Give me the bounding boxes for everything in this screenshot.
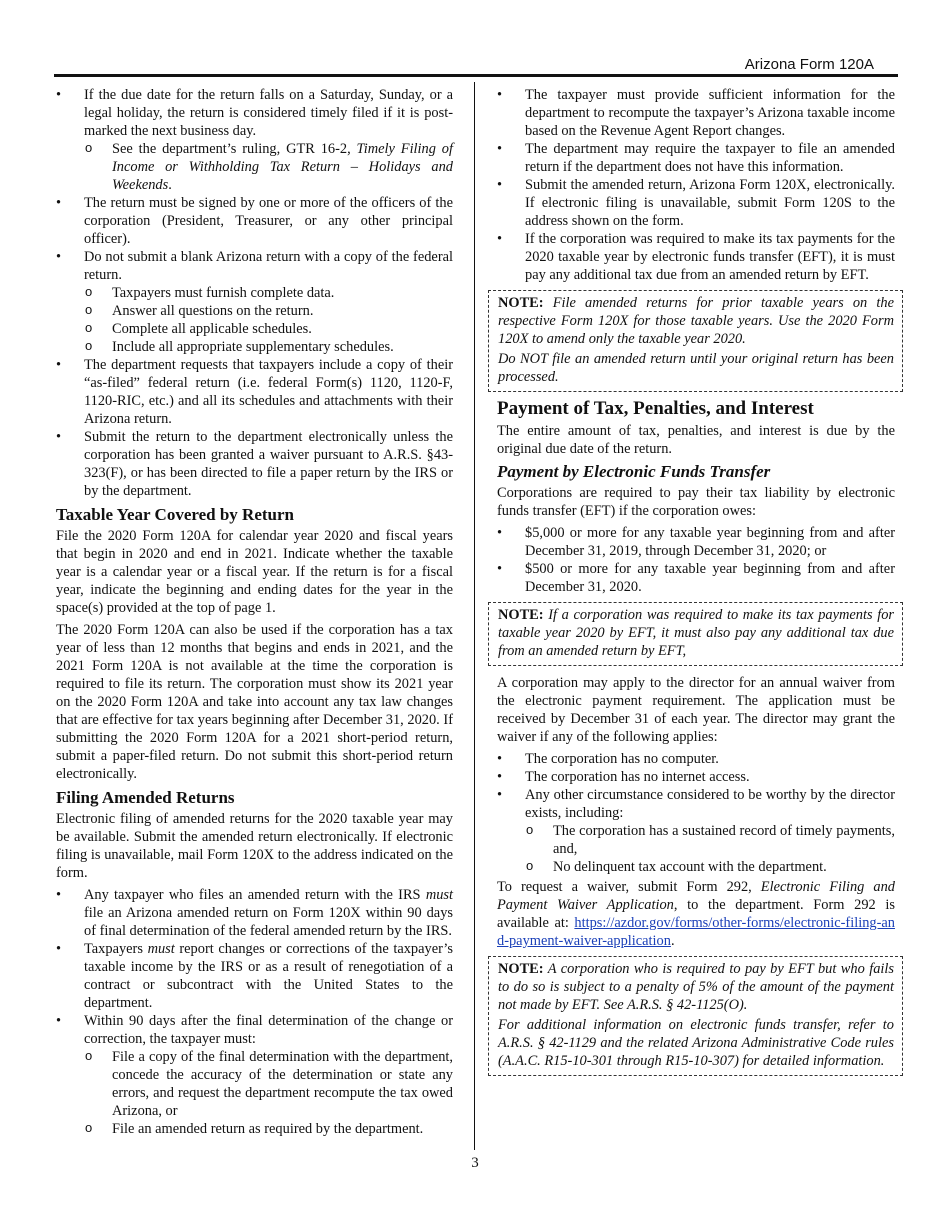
emphasis: must: [425, 887, 453, 903]
waiver-request-paragraph: [497, 878, 895, 950]
list-item: [56, 886, 453, 940]
right-column: [497, 86, 895, 1080]
amended-returns-paragraph: Electronic filing of amended returns for the 2020 taxable year may be available. Submit the amended return electronically. If electronic filing is unavailable, mail Form 120X to the address indicated on the form.: [56, 811, 453, 881]
list-item: o Complete all applicable schedules.: [56, 320, 453, 338]
form-292-title: Electronic Filing and Payment Waiver Application: [497, 879, 895, 913]
note-paragraph: [498, 1016, 894, 1070]
list-item: o Include all appropriate supplementary schedules.: [56, 338, 453, 356]
list-item: • Any other circumstance considered to be worthy by the director exists, including:: [497, 786, 895, 822]
list-item: [56, 140, 453, 194]
text: Taxpayers: [84, 941, 148, 957]
text: Any taxpayer who files an amended return with the IRS: [84, 887, 426, 903]
eft-thresholds-list: [497, 524, 895, 596]
list-item: o No delinquent tax account with the department.: [497, 858, 895, 876]
column-divider: [474, 82, 475, 1150]
list-item: • If the corporation was required to make its tax payments for the 2020 taxable year by electronic funds transfer (EFT), it is must pay any additional tax due from an amended return by EFT.: [497, 230, 895, 284]
header-rule: [54, 74, 898, 77]
taxable-year-heading: Taxable Year Covered by Return: [56, 505, 294, 524]
list-item: o File a copy of the final determination with the department, concede the accuracy of the determination or state any errors, and request the department recompute the tax owed Arizona, or: [56, 1048, 453, 1120]
taxable-year-paragraph-1: File the 2020 Form 120A for calendar year 2020 and fiscal years that begin in 2020 and end in 2021. Indicate whether the taxable year is a calendar year or a fiscal year. If the return is for a fiscal year, indicate the beginning and ending dates for the year in the space(s) provided at the top of page 1.: [56, 528, 453, 616]
ruling-title: Timely Filing of Income or Withholding Tax Return – Holidays and Weekends: [112, 141, 453, 193]
ruling-suffix: .: [168, 177, 172, 193]
note-label: NOTE:: [498, 961, 544, 977]
eft-paragraph: Corporations are required to pay their tax liability by electronic funds transfer (EFT) if the corporation owes:: [497, 485, 895, 519]
taxable-year-paragraph-2: The 2020 Form 120A can also be used if the corporation has a tax year of less than 12 months that begins and ends in 2021, and the 2021 Form 120A is not available at the time the corporation is required to file its return. The corporation must show its 2021 year on the 2020 Form 120A and take into account any tax law changes that are effective for tax years beginning after December 31, 2020. If submitting the 2020 Form 120A for a 2021 short-period return, submit a paper-filed return. Do not submit this short-period return electronically.: [56, 622, 453, 782]
note-text: A corporation who is required to pay by EFT but who fails to do so is subject to a penalty of 5% of the amount of the payment not made by EFT. See A.R.S. § 42-1125(O).: [498, 961, 894, 1013]
note-paragraph: [498, 350, 894, 386]
amended-returns-sublist: [56, 1048, 453, 1138]
note-text: File amended returns for prior taxable years on the respective Form 120X for those taxable years. Use the 2020 Form 120X to amend only the taxable year 2020.: [498, 295, 894, 347]
note-paragraph: [498, 606, 894, 660]
list-item: • Do not submit a blank Arizona return with a copy of the federal return.: [56, 248, 453, 284]
eft-heading: Payment by Electronic Funds Transfer: [497, 462, 771, 481]
payment-paragraph: The entire amount of tax, penalties, and interest is due by the original due date of the return.: [497, 423, 895, 457]
filing-rules-list-3: [56, 356, 453, 500]
waiver-subconditions-list: [497, 822, 895, 876]
text: report changes or corrections of the taxpayer’s taxable income by the IRS or as a result of renegotiation of a contract or subcontract with the United States to the department.: [84, 941, 454, 1011]
list-item: • Submit the amended return, Arizona Form 120X, electronically. If electronic filing is unavailable, submit Form 120S to the address shown on the form.: [497, 176, 895, 230]
list-item: o Answer all questions on the return.: [56, 302, 453, 320]
page-number: 3: [471, 1155, 479, 1171]
note-box-amended: [488, 290, 903, 392]
emphasis: must: [147, 941, 175, 957]
list-item: • If the due date for the return falls on a Saturday, Sunday, or a legal holiday, the return is considered timely filed if it is post-marked the next business day.: [56, 86, 453, 140]
list-item: [56, 940, 453, 1012]
waiver-paragraph: A corporation may apply to the director for an annual waiver from the electronic payment requirement. The application must be received by December 31 of each year. The director may grant the waiver if any of the following applies:: [497, 675, 895, 745]
ruling-sublist: [56, 140, 453, 194]
left-column: [56, 86, 453, 1138]
note-label: NOTE:: [498, 607, 544, 623]
text: , to the department. Form 292 is available at:: [497, 897, 896, 931]
text: To request a waiver, submit Form 292,: [497, 879, 761, 895]
list-item: • The corporation has no computer.: [497, 750, 895, 768]
list-item: o File an amended return as required by the department.: [56, 1120, 453, 1138]
blank-return-sublist: [56, 284, 453, 356]
amended-returns-heading: Filing Amended Returns: [56, 788, 235, 807]
list-item: • $500 or more for any taxable year beginning from and after December 31, 2020.: [497, 560, 895, 596]
note-text: For additional information on electronic funds transfer, refer to A.R.S. § 42-1129 and the related Arizona Administrative Code rules (A.A.C. R15-10-301 through R15-10-307) for detailed information.: [498, 1017, 894, 1069]
amended-requirements-list: [497, 86, 895, 284]
note-box-eft: [488, 602, 903, 666]
list-item: • The return must be signed by one or more of the officers of the corporation (President, Treasurer, or any other principal officer).: [56, 194, 453, 248]
list-item: • The department requests that taxpayers include a copy of their “as-filed” federal return (i.e. federal Form(s) 1120, 1120-F, 1120-RIC, etc.) and all its schedules and attachments with their Arizona return.: [56, 356, 453, 428]
list-item: • Submit the return to the department electronically unless the corporation has been granted a waiver pursuant to A.R.S. §43-323(F), or has been directed to file a paper return by the IRS or by the department.: [56, 428, 453, 500]
list-item: o The corporation has a sustained record of timely payments, and,: [497, 822, 895, 858]
note-paragraph: [498, 294, 894, 348]
note-paragraph: [498, 960, 894, 1014]
payment-heading: Payment of Tax, Penalties, and Interest: [497, 398, 814, 419]
ruling-prefix: See the department’s ruling, GTR 16-2,: [112, 141, 357, 157]
list-item: • The taxpayer must provide sufficient information for the department to recompute the taxpayer’s Arizona taxable income based on the Revenue Agent Report changes.: [497, 86, 895, 140]
waiver-application-link[interactable]: https://azdor.gov/forms/other-forms/electronic-filing-and-payment-waiver-application: [497, 915, 895, 949]
text: file an Arizona amended return on Form 120X within 90 days of final determination of the federal amended return by the IRS.: [84, 905, 453, 939]
note-text: Do NOT file an amended return until your original return has been processed.: [498, 351, 894, 385]
filing-rules-list: [56, 86, 453, 140]
waiver-conditions-list: [497, 750, 895, 822]
note-label: NOTE:: [498, 295, 544, 311]
amended-returns-list: [56, 886, 453, 1048]
note-box-penalty: [488, 956, 903, 1076]
filing-rules-list-2: [56, 194, 453, 284]
list-item: o Taxpayers must furnish complete data.: [56, 284, 453, 302]
list-item: • Within 90 days after the final determination of the change or correction, the taxpayer must:: [56, 1012, 453, 1048]
list-item: • The corporation has no internet access.: [497, 768, 895, 786]
list-item: • The department may require the taxpayer to file an amended return if the department does not have this information.: [497, 140, 895, 176]
text: .: [670, 933, 675, 949]
note-text: If a corporation was required to make its tax payments for taxable year 2020 by EFT, it must also pay any additional tax due from an amended return by EFT,: [498, 607, 894, 659]
page-header-title: Arizona Form 120A: [744, 56, 874, 73]
list-item: • $5,000 or more for any taxable year beginning from and after December 31, 2019, through December 31, 2020; or: [497, 524, 895, 560]
